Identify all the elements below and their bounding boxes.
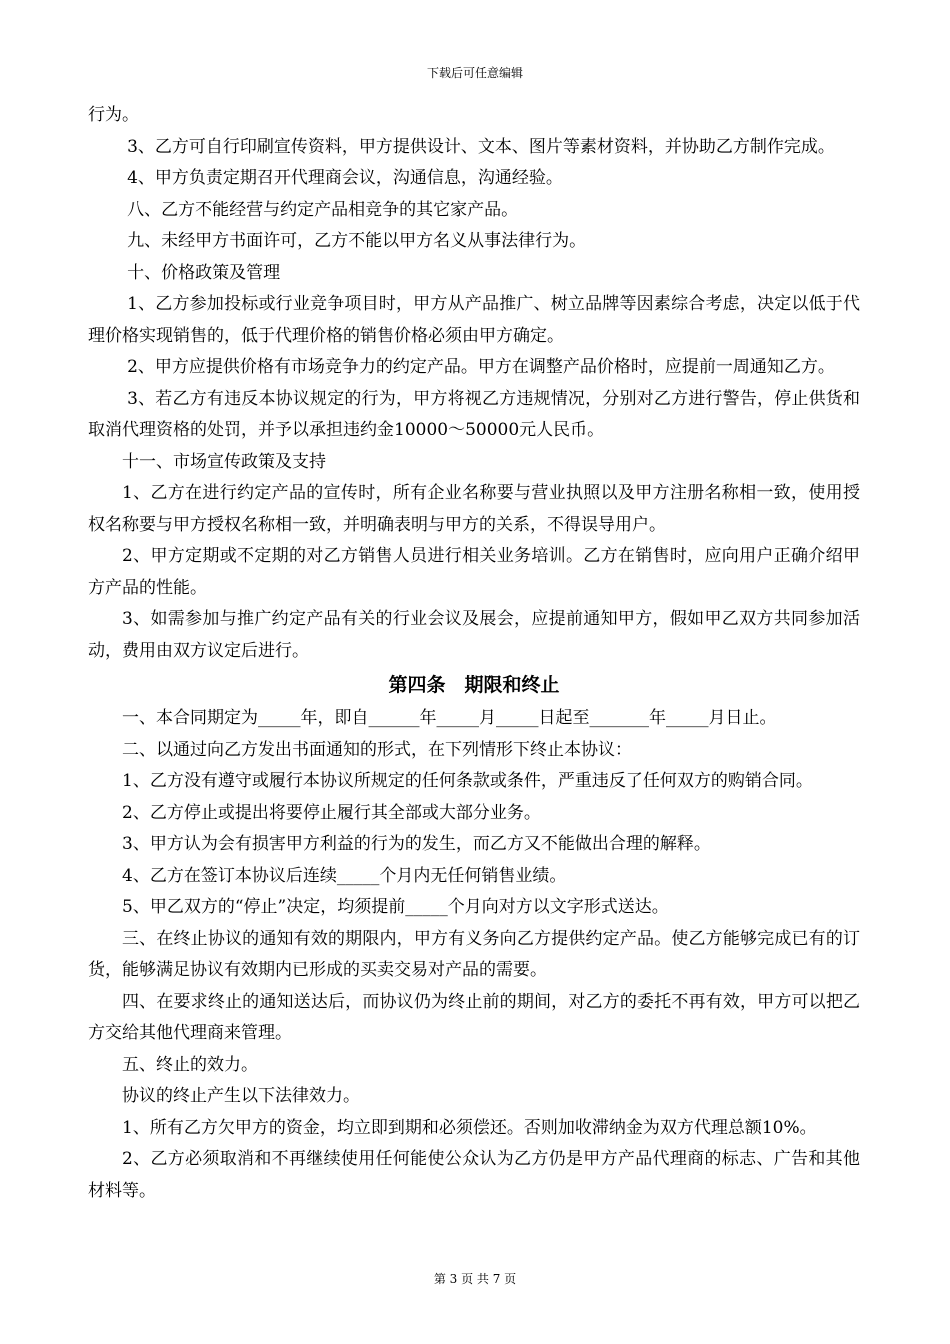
paragraph: 三、在终止协议的通知有效的期限内，甲方有义务向乙方提供约定产品。使乙方能够完成已有的订货，能够满足协议有效期内已形成的买卖交易对产品的需要。 [88, 928, 860, 980]
paragraph: 2、乙方停止或提出将要停止履行其全部或大部分业务。 [122, 802, 541, 823]
paragraph: 1、乙方没有遵守或履行本协议所规定的任何条款或条件，严重违反了任何双方的购销合同。 [122, 771, 813, 791]
document-body [88, 100, 860, 1207]
section-title: 九、未经甲方书面许可，乙方不能以甲方名义从事法律行为。 [127, 231, 587, 251]
paragraph: 3、如需参加与推广约定产品有关的行业会议及展会，应提前通知甲方，假如甲乙双方共同参加活动，费用由双方议定后进行。 [88, 609, 860, 661]
paragraph: 1、乙方在进行约定产品的宣传时，所有企业名称要与营业执照以及甲方注册名称相一致，使用授权名称要与甲方授权名称相一致，并明确表明与甲方的关系，不得误导用户。 [88, 483, 860, 535]
paragraph: 2、乙方必须取消和不再继续使用任何能使公众认为乙方仍是甲方产品代理商的标志、广告和其他材料等。 [88, 1149, 860, 1201]
section-title: 十一、市场宣传政策及支持 [122, 451, 326, 472]
page-footer: 第 3 页 共 7 页 [433, 1272, 517, 1286]
paragraph: 3、甲方认为会有损害甲方利益的行为的发生，而乙方又不能做出合理的解释。 [122, 834, 711, 854]
paragraph: 4、乙方在签订本协议后连续_____个月内无任何销售业绩。 [122, 865, 567, 886]
paragraph: 行为。 [88, 105, 139, 125]
section-title: 八、乙方不能经营与约定产品相竞争的其它家产品。 [127, 199, 519, 220]
section-title: 五、终止的效力。 [122, 1054, 258, 1075]
paragraph: 四、在要求终止的通知送达后，而协议仍为终止前的期间，对乙方的委托不再有效，甲方可以把乙方交给其他代理商来管理。 [88, 991, 860, 1043]
paragraph: 2、甲方应提供价格有市场竞争力的约定产品。甲方在调整产品价格时，应提前一周通知乙方。 [127, 357, 835, 377]
paragraph: 3、若乙方有违反本协议规定的行为，甲方将视乙方违规情况，分别对乙方进行警告，停止供货和取消代理资格的处罚，并予以承担违约金10000～50000元人民币。 [88, 388, 860, 440]
paragraph: 1、所有乙方欠甲方的资金，均立即到期和必须偿还。否则加收滞纳金为双方代理总额10%。 [122, 1117, 817, 1138]
paragraph: 1、乙方参加投标或行业竞争项目时，甲方从产品推广、树立品牌等因素综合考虑，决定以低于代理价格实现销售的，低于代理价格的销售价格必须由甲方确定。 [88, 294, 860, 346]
paragraph: 协议的终止产生以下法律效力。 [122, 1086, 360, 1106]
paragraph: 4、甲方负责定期召开代理商会议，沟通信息，沟通经验。 [127, 168, 563, 188]
paragraph: 3、乙方可自行印刷宣传资料，甲方提供设计、文本、图片等素材资料，并协助乙方制作完成。 [127, 136, 835, 157]
paragraph: 5、甲乙双方的“停止”决定，均须提前_____个月向对方以文字形式送达。 [122, 897, 669, 917]
paragraph: 一、本合同期定为_____年，即自______年_____月_____日起至_______年_____月日止。 [122, 708, 777, 728]
paragraph: 2、甲方定期或不定期的对乙方销售人员进行相关业务培训。乙方在销售时，应向用户正确介绍甲方产品的性能。 [88, 546, 860, 598]
paragraph: 二、以通过向乙方发出书面通知的形式，在下列情形下终止本协议： [122, 739, 632, 760]
page-header: 下载后可任意编辑 [426, 66, 523, 80]
article-heading: 第四条 期限和终止 [388, 674, 560, 696]
section-title: 十、价格政策及管理 [127, 262, 281, 283]
